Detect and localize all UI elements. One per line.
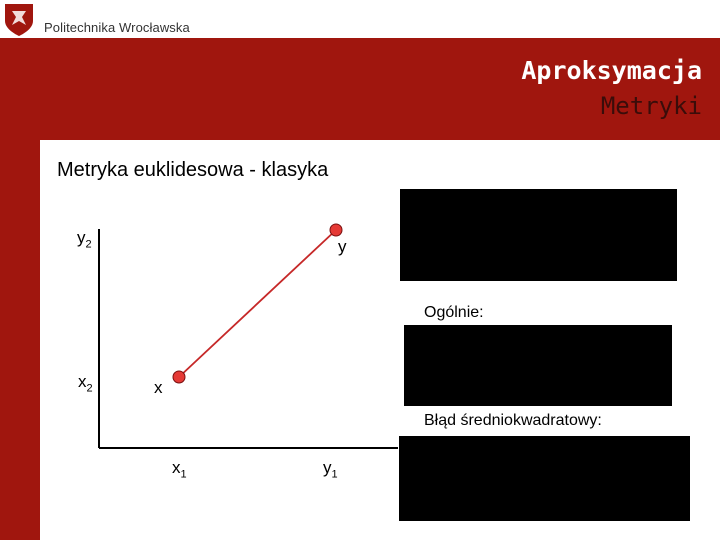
point-x [173, 371, 185, 383]
formula-general [404, 325, 672, 406]
slide-section: Metryki [600, 92, 702, 120]
slide-subtitle: Metryka euklidesowa - klasyka [57, 159, 329, 181]
slide-title: Aproksymacja [521, 56, 702, 85]
formula-euclidean [400, 189, 677, 281]
note-general: Ogólnie: [424, 304, 484, 321]
label-point-x: x [154, 378, 163, 397]
label-point-y: y [338, 237, 347, 256]
note-mse: Błąd średniokwadratowy: [424, 412, 602, 429]
formula-mse [399, 436, 690, 521]
label-y1: $y_1$ [323, 458, 338, 481]
institution-name: Politechnika Wrocławska [44, 20, 190, 35]
label-x1: $x_1$ [172, 458, 187, 481]
point-y [330, 224, 342, 236]
label-y2: $y_2$ [77, 228, 92, 251]
label-x2: $x_2$ [78, 372, 93, 395]
distance-line [179, 230, 336, 377]
